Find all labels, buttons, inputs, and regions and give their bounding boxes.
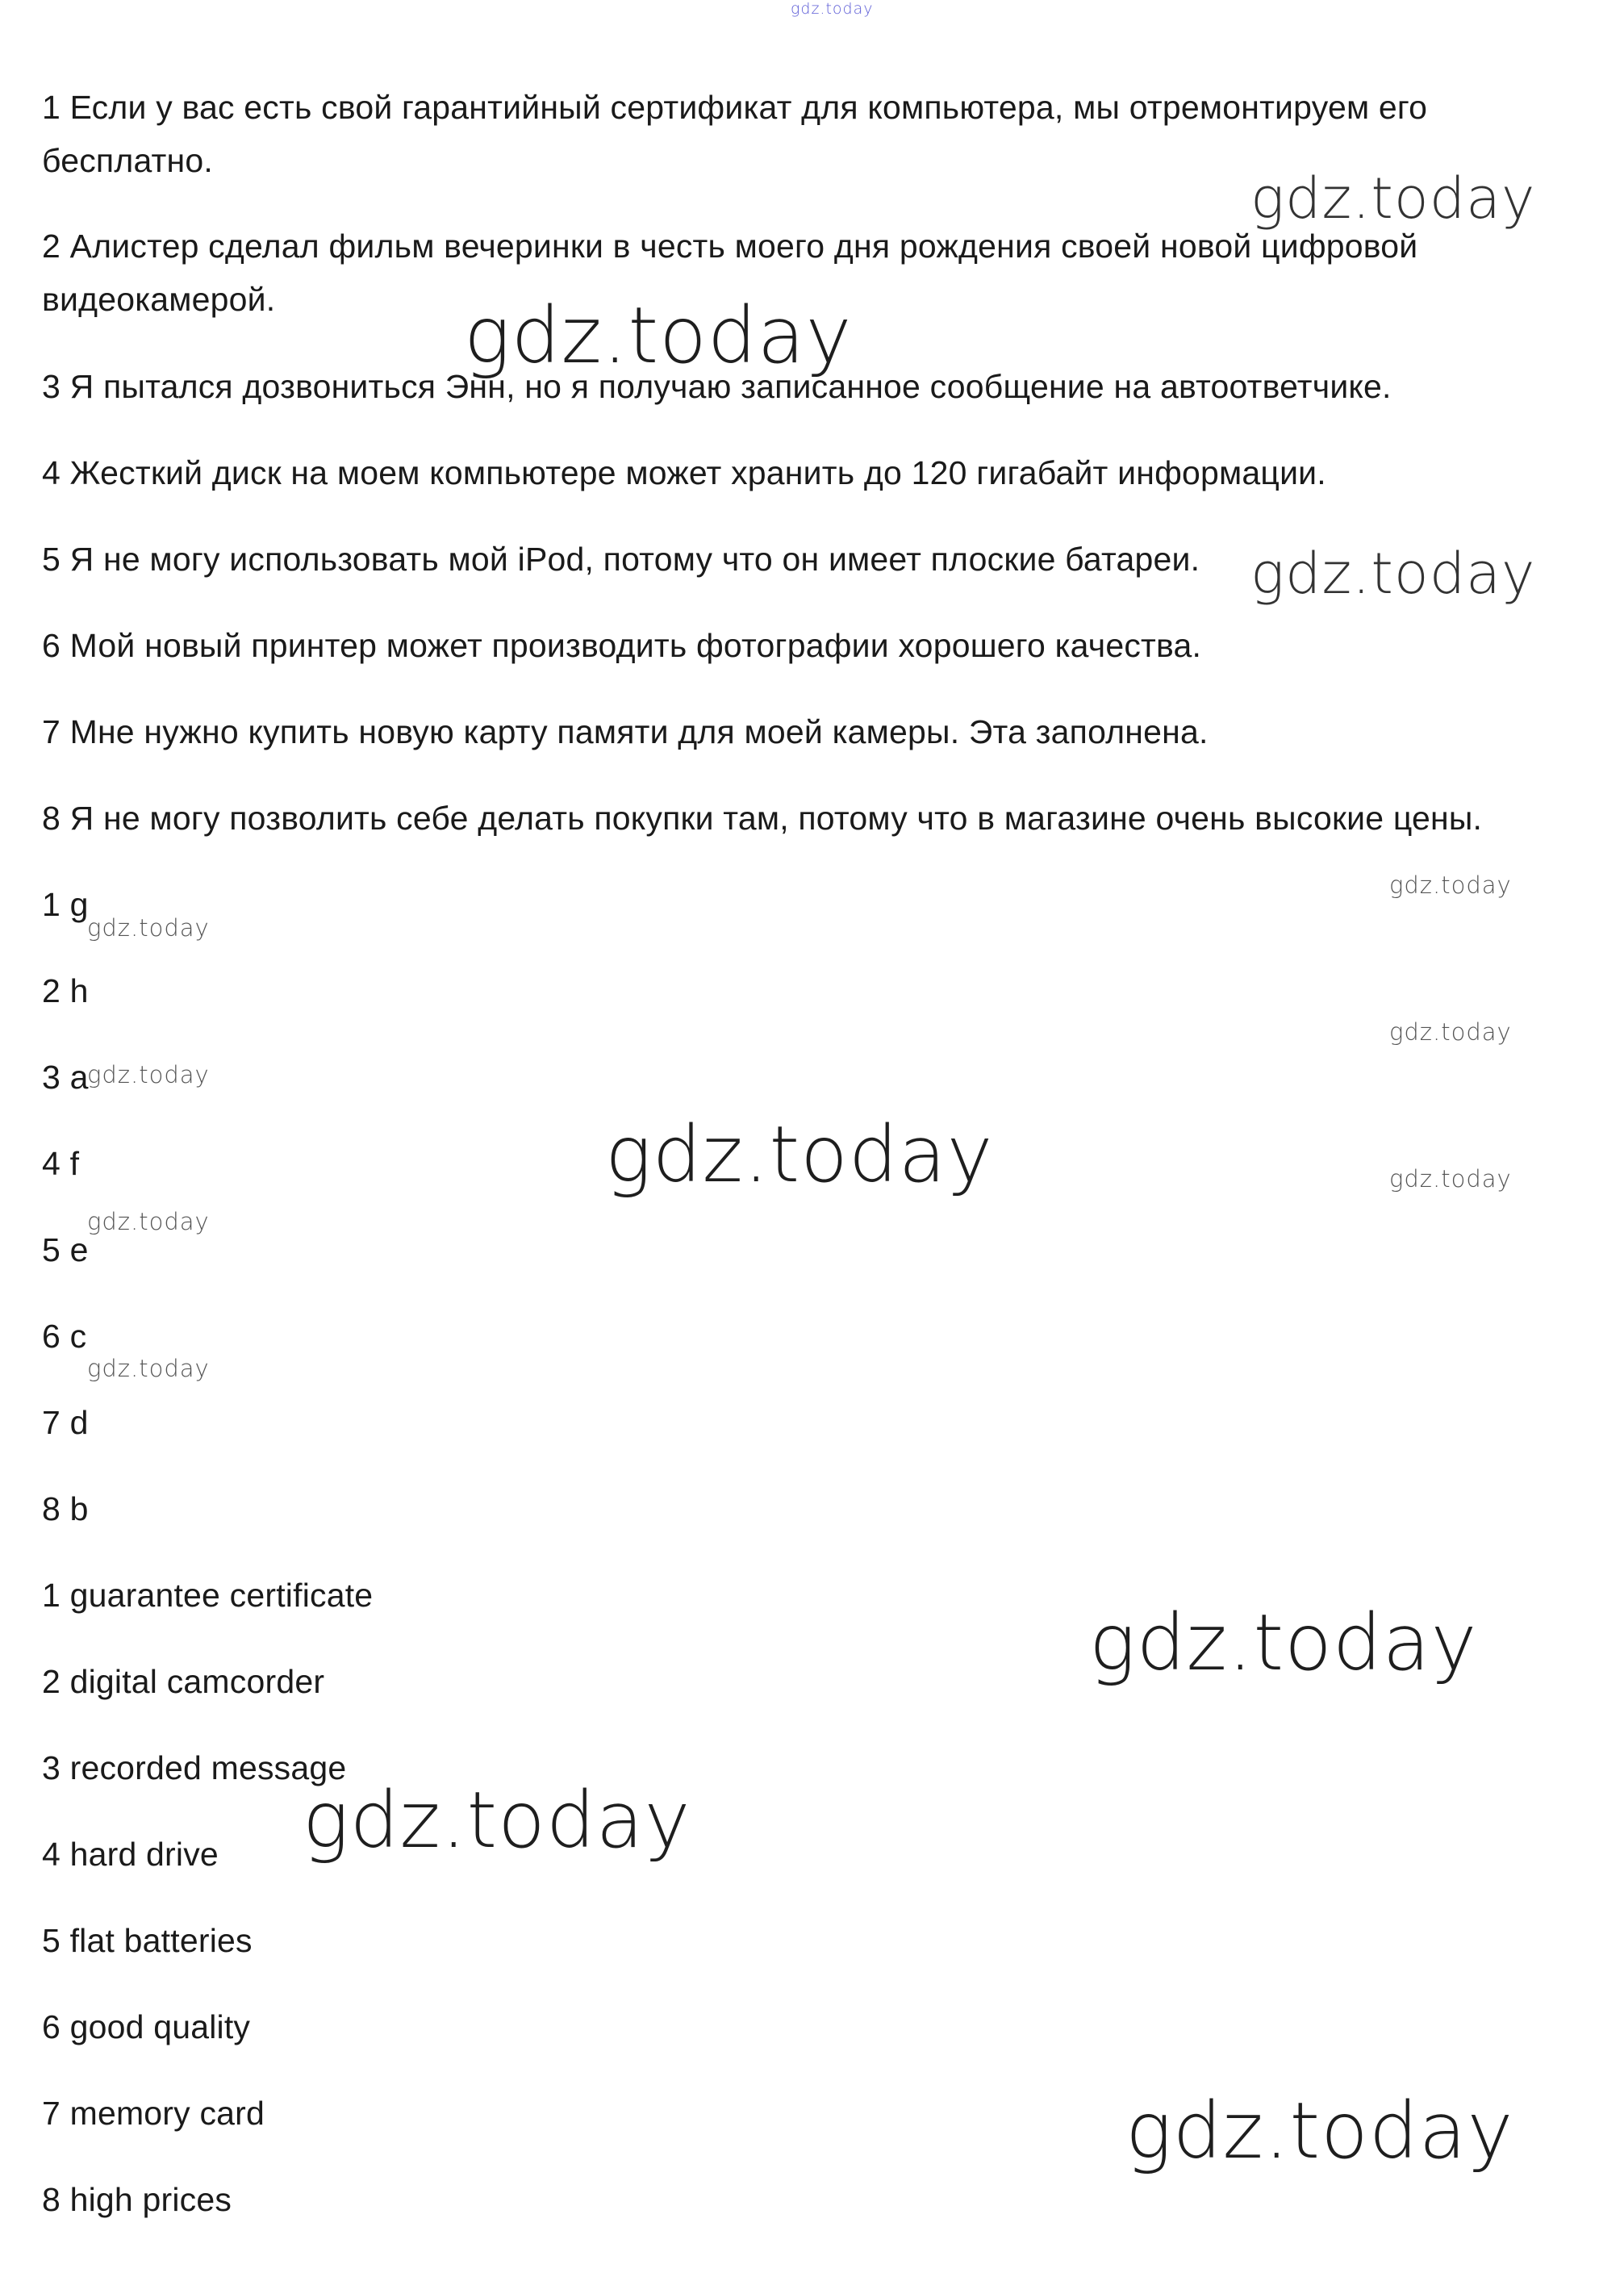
watermark: gdz.today — [1089, 1598, 1478, 1688]
phrase-1: 1 guarantee certificate — [42, 1577, 374, 1614]
watermark: gdz.today — [1389, 871, 1512, 899]
translation-6: 6 Мой новый принтер может производить фотографии хорошего качества. — [42, 627, 1202, 664]
translation-2-line-1: 2 Алистер сделал фильм вечеринки в честь моего дня рождения своей новой цифровой — [42, 228, 1418, 265]
watermark: gdz.today — [87, 1355, 210, 1382]
translation-7: 7 Мне нужно купить новую карту памяти для моей камеры. Эта заполнена. — [42, 713, 1209, 750]
phrase-6: 6 good quality — [42, 2008, 251, 2045]
match-7: 7 d — [42, 1404, 89, 1441]
watermark: gdz.today — [1389, 1165, 1512, 1193]
phrase-5: 5 flat batteries — [42, 1922, 253, 1959]
translation-1-line-1: 1 Если у вас есть свой гарантийный сертификат для компьютера, мы отремонтируем его — [42, 89, 1428, 126]
watermark: gdz.today — [1250, 541, 1536, 607]
translation-3: 3 Я пытался дозвониться Энн, но я получаю записанное сообщение на автоответчике. — [42, 368, 1392, 405]
watermark: gdz.today — [303, 1775, 691, 1865]
match-8: 8 b — [42, 1490, 89, 1527]
watermark: gdz.today — [464, 290, 853, 381]
translation-1-line-2: бесплатно. — [42, 142, 213, 179]
translation-4: 4 Жесткий диск на моем компьютере может хранить до 120 гигабайт информации. — [42, 454, 1326, 491]
watermark-top: gdz.today — [791, 0, 874, 18]
match-1: 1 g — [42, 886, 89, 923]
watermark: gdz.today — [87, 1208, 210, 1235]
watermark: gdz.today — [87, 1061, 210, 1088]
watermark: gdz.today — [605, 1109, 994, 1200]
phrase-2: 2 digital camcorder — [42, 1663, 325, 1700]
match-4: 4 f — [42, 1145, 80, 1182]
match-2: 2 h — [42, 972, 89, 1009]
phrase-3: 3 recorded message — [42, 1749, 347, 1786]
phrase-7: 7 memory card — [42, 2095, 265, 2132]
phrase-4: 4 hard drive — [42, 1836, 219, 1873]
match-5: 5 e — [42, 1231, 89, 1268]
watermark: gdz.today — [87, 914, 210, 942]
match-6: 6 c — [42, 1318, 87, 1355]
watermark: gdz.today — [1389, 1018, 1512, 1046]
translation-8: 8 Я не могу позволить себе делать покупки там, потому что в магазине очень высокие цены. — [42, 800, 1483, 837]
translation-5: 5 Я не могу использовать мой iPod, потому что он имеет плоские батареи. — [42, 541, 1200, 578]
match-3: 3 a — [42, 1059, 89, 1096]
translation-2-line-2: видеокамерой. — [42, 281, 276, 318]
watermark: gdz.today — [1250, 165, 1536, 232]
phrase-8: 8 high prices — [42, 2181, 232, 2218]
watermark: gdz.today — [1125, 2086, 1514, 2176]
